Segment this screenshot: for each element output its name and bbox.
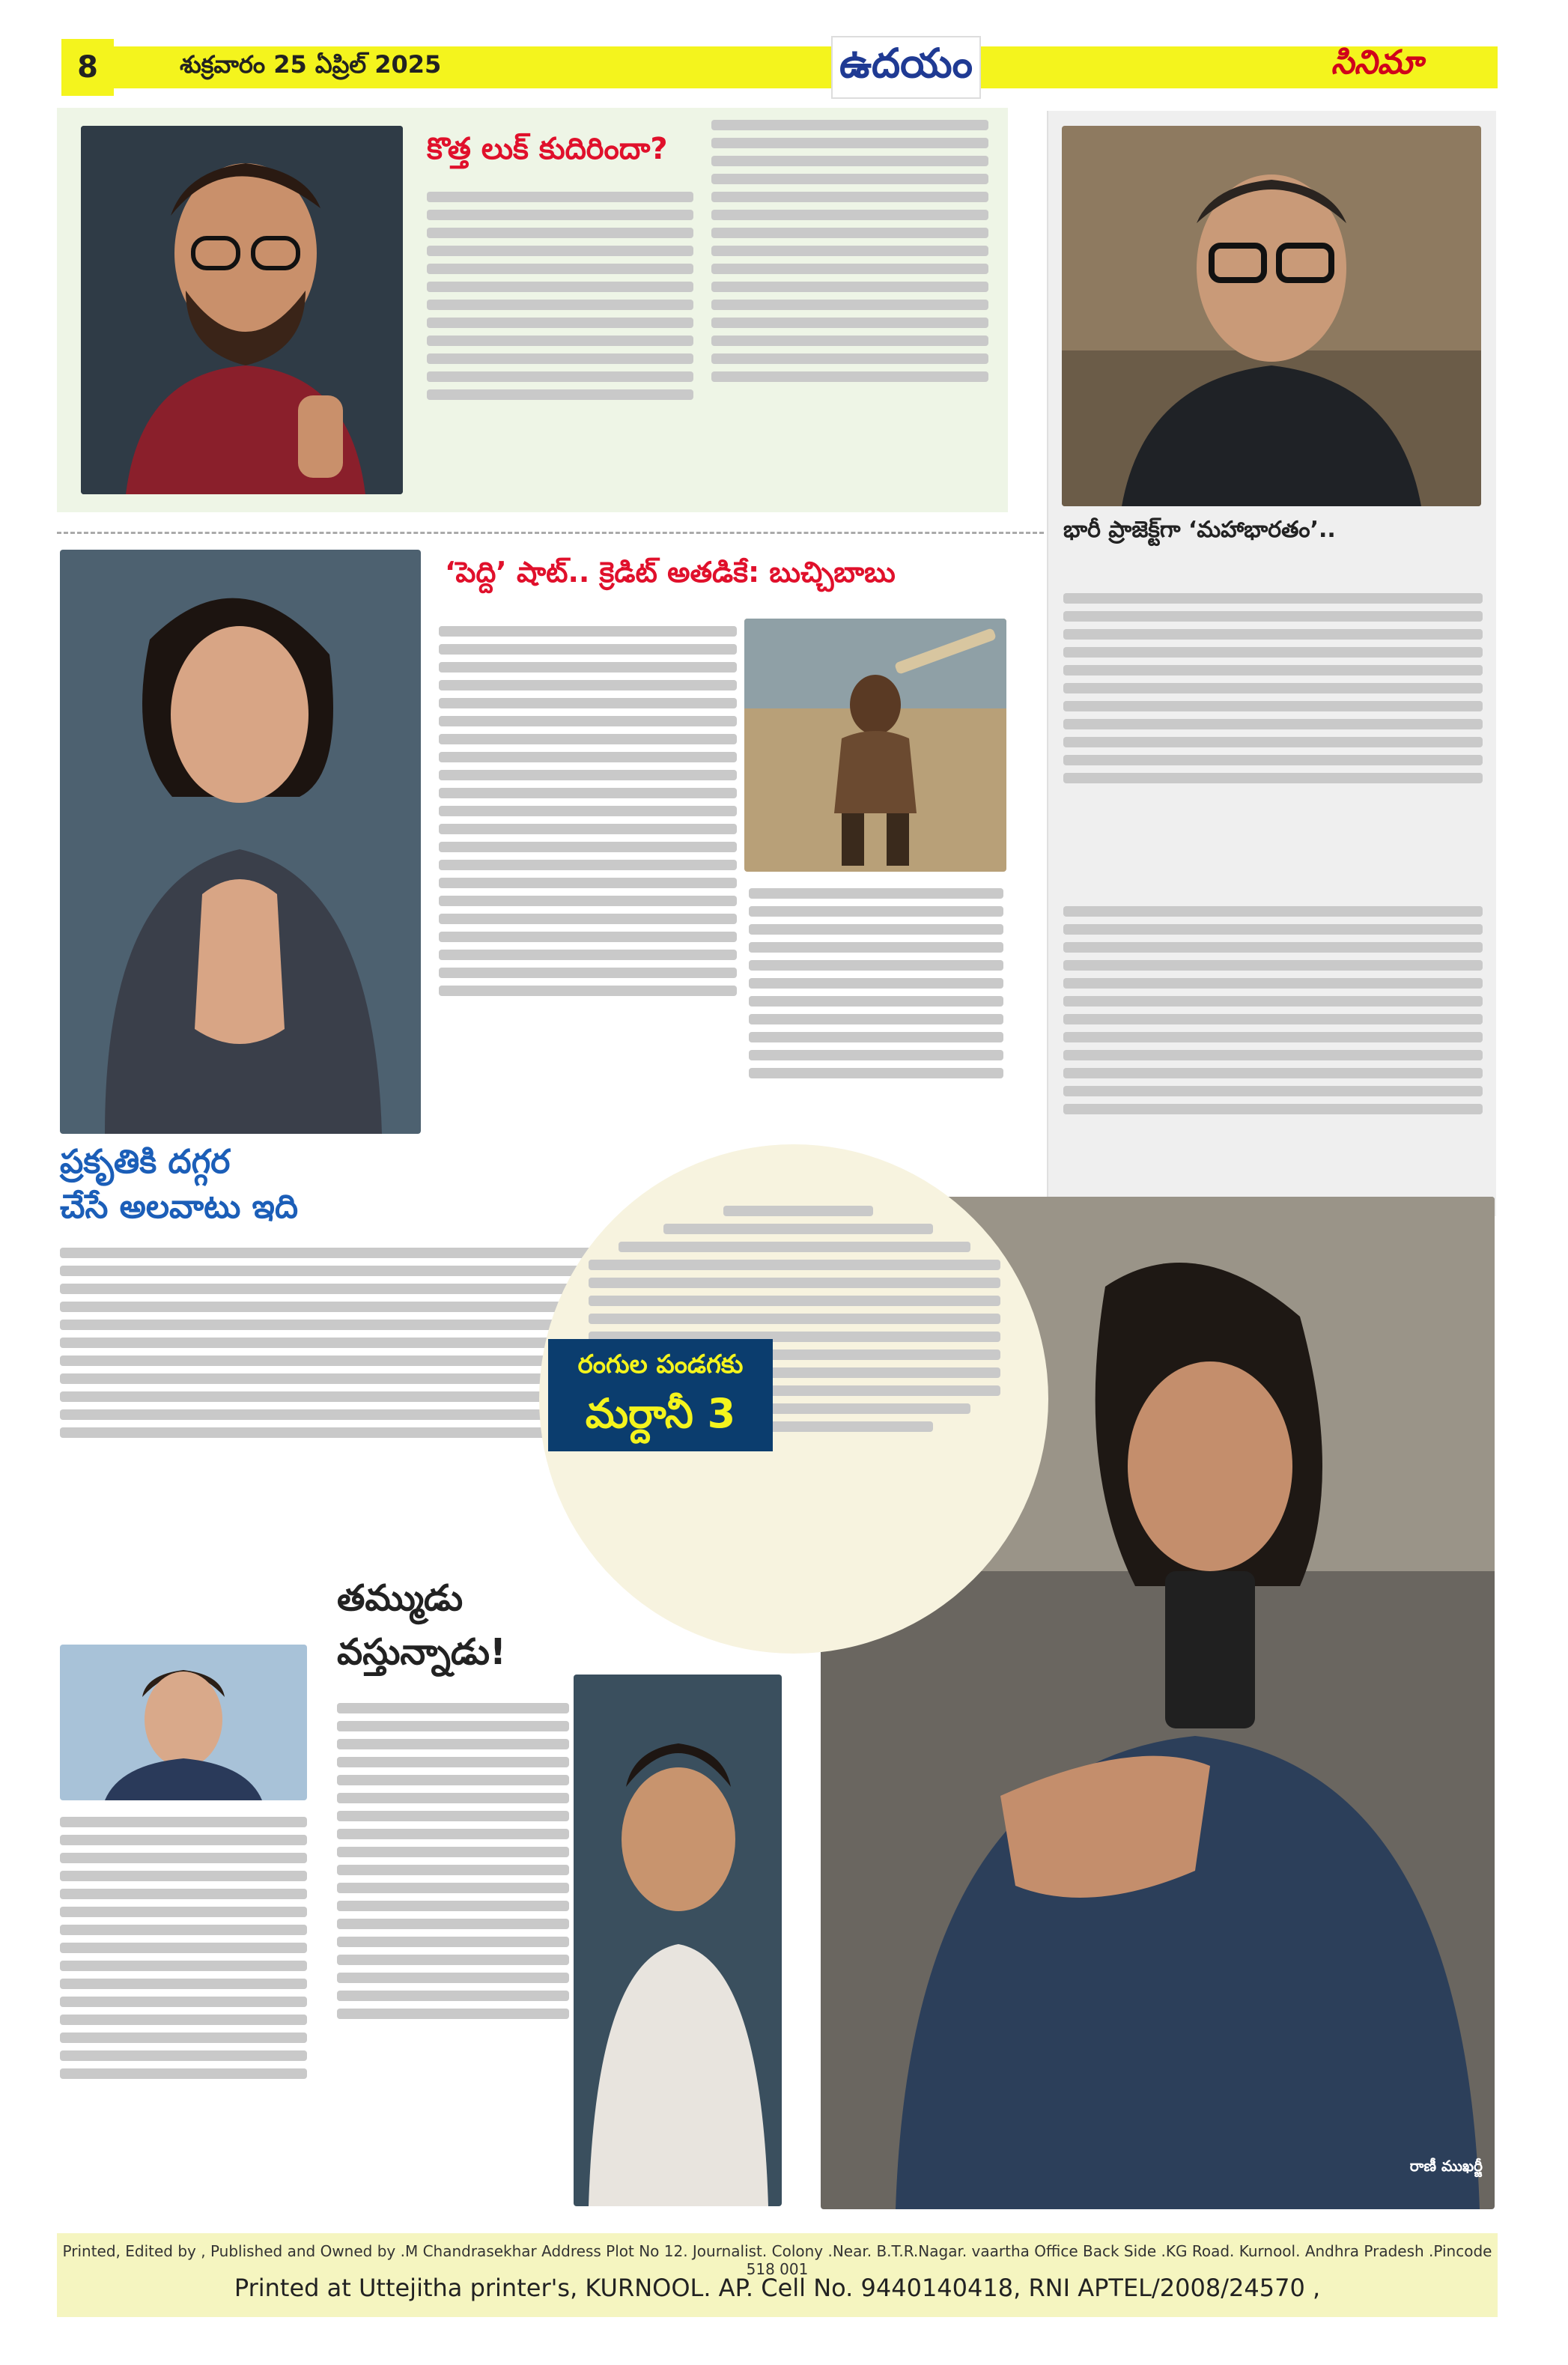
sai-pallavi-headline-2: చేసే అలవాటు ఇది: [60, 1188, 299, 1226]
thammudu-headline-1: తమ్ముడు: [337, 1577, 464, 1619]
thammudu-body: [337, 1695, 569, 2205]
logo-text: ఉదయం: [839, 40, 973, 87]
mahesh-body: [60, 1809, 307, 2206]
nithin-photo: [574, 1675, 782, 2206]
new-look-body-col1: [427, 184, 693, 499]
mardaani-label-line2: మర్దానీ 3: [585, 1390, 736, 1437]
footer-publisher-line: Printed, Edited by , Published and Owned by .M Chandrasekhar Address Plot No 12. Journalist. Colony .Near. B.T.R.Nagar. vaartha Office Back Side .KG Road. Kurnool. Andhra Pradesh .Pincode 518 001: [62, 2242, 1492, 2278]
rani-mukerji-caption: రాణీ ముఖర్జీ: [1409, 2157, 1483, 2175]
new-look-headline: కొత్త లుక్ కుదిరిందా?: [427, 132, 668, 166]
header-date: శుక్రవారం 25 ఏప్రిల్ 2025: [180, 50, 442, 79]
peddi-headline: ‘పెద్ది’ షాట్.. క్రెడిట్ అతడికే: బుచ్చిబాబు: [445, 556, 896, 589]
mahesh-babu-photo: [60, 1645, 307, 1800]
new-look-body-col2: [711, 112, 988, 502]
peddi-cricket-photo: [744, 619, 1006, 872]
footer-printer-line: Printed at Uttejitha printer's, KURNOOL. AP. Cell No. 9440140418, RNI APTEL/2008/24570 ,: [234, 2274, 1321, 2302]
mahabharat-body-2: [1063, 899, 1483, 1213]
page-number: 8: [61, 39, 114, 96]
section-divider: [57, 532, 1044, 534]
mardaani-label: [548, 1339, 773, 1451]
peddi-body-col1: [439, 619, 737, 1195]
section-title: సినిమా: [1331, 43, 1423, 82]
sai-pallavi-headline-1: ప్రకృతికి దగ్గర: [60, 1143, 231, 1181]
mahesh-headline: [60, 1565, 307, 1633]
sai-pallavi-photo: [60, 550, 421, 1134]
mardaani-label-line1: రంగుల పండగకు: [577, 1350, 744, 1379]
allu-arjun-photo: [81, 126, 403, 494]
mahabharat-headline: భారీ ప్రాజెక్ట్‌గా ‘మహాభారతం’..: [1063, 517, 1336, 543]
mahabharat-body-1: [1063, 586, 1483, 870]
aamir-khan-photo: [1062, 126, 1481, 506]
thammudu-headline-2: వస్తున్నాడు!: [337, 1631, 506, 1673]
masthead-logo: [831, 36, 981, 99]
mahabharat-subheadline: [1063, 556, 1483, 583]
